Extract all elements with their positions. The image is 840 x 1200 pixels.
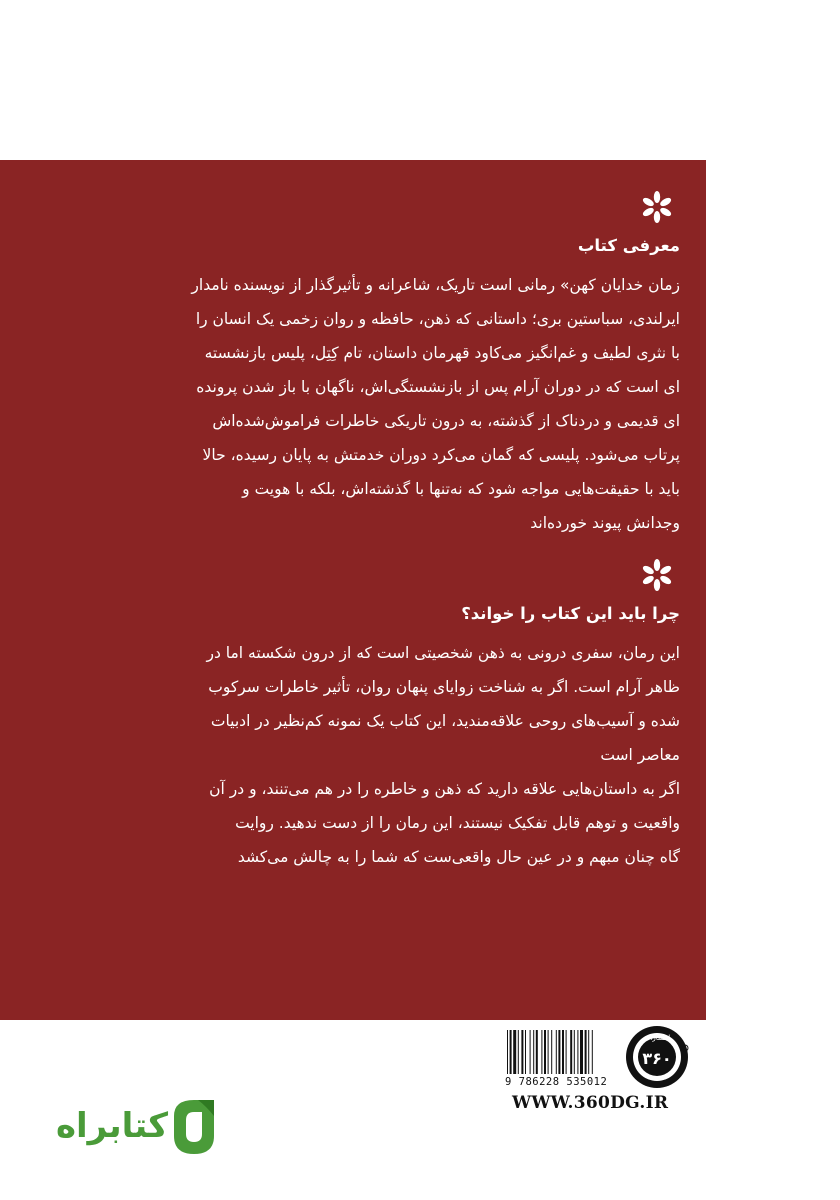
why-line: این رمان، سفری درونی به ذهن شخصیتی است که از درون شکسته اما در (206, 644, 680, 662)
ketabrah-leaf-icon (168, 1096, 220, 1158)
why-section (80, 558, 680, 874)
why-line: گاه چنان مبهم و در عین حال واقعی‌ست که شما را به چالش می‌کشد (237, 848, 680, 866)
intro-line: وجدانش پیوند خورده‌اند (530, 514, 680, 532)
cover-text (80, 190, 680, 874)
intro-line: ای قدیمی و دردناک از گذشته، به درون تاریکی خاطرات فراموش‌شده‌اش (212, 412, 680, 430)
why-line: ظاهر آرام است. اگر به شناخت زوایای پنهان روان، تأثیر خاطرات سرکوب (208, 678, 680, 696)
why-heading: چرا باید این کتاب را خواند؟ (461, 604, 680, 623)
intro-line: باید با حقیقت‌هایی مواجه شود که نه‌تنها با گذشته‌اش، بلکه با هویت و (242, 480, 680, 498)
store-name: کتابراه (55, 1106, 168, 1146)
why-line: معاصر است (600, 746, 680, 764)
intro-line: ای است که در دوران آرام پس از بازنشستگی‌اش، ناگهان با باز شدن پرونده (196, 378, 680, 396)
intro-line: زمان خدایان کهن» رمانی است تاریک، شاعرانه و تأثیرگذار از نویسنده نامدار (191, 276, 680, 294)
publisher-logo (624, 1024, 690, 1090)
intro-line: با نثری لطیف و غم‌انگیز می‌کاود قهرمان داستان، تام کِتِل، پلیس بازنشسته (204, 344, 680, 362)
why-line: اگر به داستان‌هایی علاقه دارید که ذهن و خاطره را در هم می‌تنند، و در آن (209, 780, 680, 798)
publisher-logo-number: ۳۶۰ (642, 1049, 672, 1068)
publisher-website[interactable]: WWW.360DG.IR (512, 1093, 669, 1113)
barcode-graphic (505, 1030, 623, 1074)
why-line: واقعیت و توهم قابل تفکیک نیستند، این رمان را از دست ندهید. روایت (235, 814, 680, 832)
publisher-logo-label: انتشارات (643, 1034, 671, 1042)
back-cover-panel (0, 160, 706, 1020)
isbn-barcode (505, 1030, 623, 1088)
intro-line: ایرلندی، سباستین بری؛ داستانی که ذهن، حافظه و روان زخمی یک انسان را (195, 310, 680, 328)
asterisk-icon (640, 558, 674, 592)
isbn-digits: 9 786228 535012 (505, 1076, 608, 1088)
intro-heading: معرفی کتاب (577, 236, 680, 255)
asterisk-icon (640, 190, 674, 224)
store-logo (40, 1096, 220, 1158)
intro-line: پرتاب می‌شود. پلیسی که گمان می‌کرد دوران خدمتش به پایان رسیده، حالا (202, 446, 680, 464)
why-line: شده و آسیب‌های روحی علاقه‌مندید، این کتاب یک نمونه کم‌نظیر در ادبیات (210, 712, 680, 730)
